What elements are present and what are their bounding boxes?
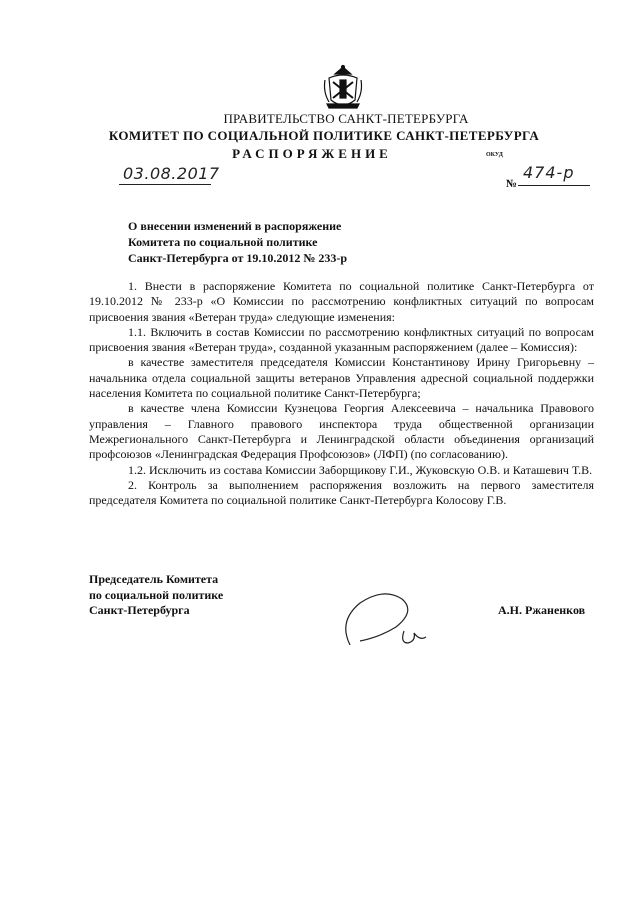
signer-title (89, 572, 223, 619)
date-underline (119, 184, 211, 185)
handwritten-signature (336, 585, 436, 660)
subject-line: Комитета по социальной политике (128, 235, 318, 249)
number-symbol: № (506, 178, 518, 190)
body-paragraph: 1.1. Включить в состав Комиссии по рассмотрению конфликтных ситуаций по вопросам присвоения звания «Ветеран труда», созданной указанным распоряжением (далее – Комиссия): (89, 324, 594, 355)
signer-title-line: по социальной политике (89, 587, 224, 602)
document-type-title: РАСПОРЯЖЕНИЕ (232, 146, 392, 161)
document-number: 474-р (523, 163, 575, 182)
body-paragraph: 1. Внести в распоряжение Комитета по социальной политике Санкт-Петербурга от 19.10.2012 № 233-р «О Комиссии по рассмотрению конфликтных ситуаций по вопросам присвоения звания «Ветеран труда» следующие изменения: (89, 279, 594, 324)
subject-line: Санкт-Петербурга от 19.10.2012 № 233-р (128, 251, 348, 265)
subject-line: О внесении изменений в распоряжение (128, 219, 342, 233)
body-paragraph: 2. Контроль за выполнением распоряжения возложить на первого заместителя председателя Комитета по социальной политике Санкт-Петербурга Колосову Г.В. (89, 477, 594, 508)
number-underline (518, 185, 590, 186)
document-body (89, 279, 594, 508)
document-subject (128, 218, 347, 266)
document-date: 03.08.2017 (123, 164, 220, 183)
signer-title-line: Председатель Комитета (89, 572, 219, 586)
body-paragraph: 1.2. Исключить из состава Комиссии Заборщикову Г.И., Жуковскую О.В. и Каташевич Т.В. (128, 462, 593, 477)
coat-of-arms-emblem (321, 64, 365, 112)
committee-title: КОМИТЕТ ПО СОЦИАЛЬНОЙ ПОЛИТИКЕ САНКТ-ПЕТЕРБУРГА (108, 128, 540, 143)
signer-name: А.Н. Ржаненков (498, 603, 586, 617)
body-paragraph: в качестве заместителя председателя Комиссии Константинову Ирину Григорьевну – начальника отдела социальной защиты ветеранов Управления адресной социальной поддержки населения Комитета по социальной политике Санкт-Петербурга; (89, 355, 594, 401)
body-paragraph: в качестве члена Комиссии Кузнецова Георгия Алексеевича – начальника Правового управления – Главного правового инспектора труда общественной организации Межрегионального Санкт-Петербурга и Ленинградской области объединения организаций профсоюзов «Ленинградская Федерация Профсоюзов» (ЛФП) (по согласованию). (89, 401, 594, 462)
government-title: ПРАВИТЕЛЬСТВО САНКТ-ПЕТЕРБУРГА (223, 111, 469, 126)
signer-title-line: Санкт-Петербурга (89, 603, 190, 617)
okud-label: ОКУД (486, 152, 503, 158)
